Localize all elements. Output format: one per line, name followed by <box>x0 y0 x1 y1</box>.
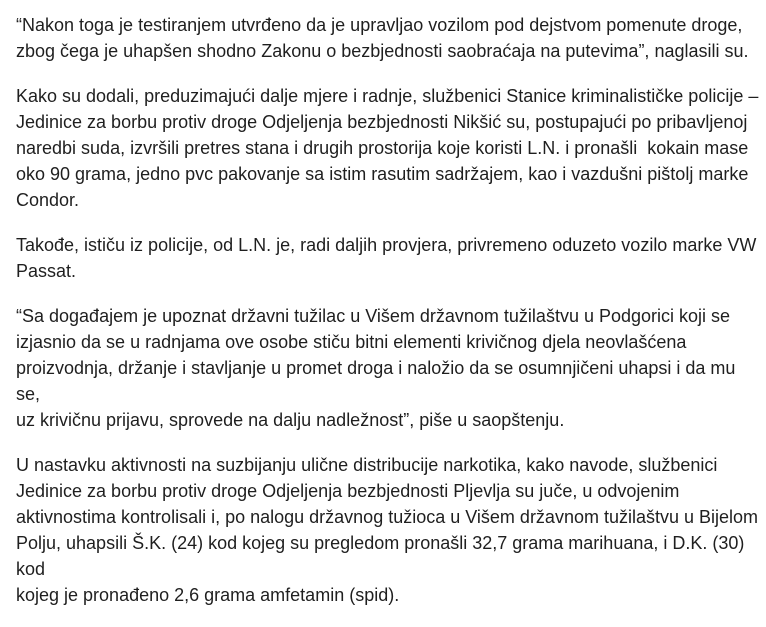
paragraph-prosecutor-statement: “Sa događajem je upoznat državni tužilac u Višem državnom tužilaštvu u Podgorici koji se izjasnio da se u radnjama ove osobe stiču bitni elementi krivičnog djela neovlašćena proizvodnja, držanje i stavljanje u promet droga i naložio da se osumnjičeni uhapsi i da mu se, uz krivičnu prijavu, sprovede na dalju nadležnost”, piše u saopštenju. <box>16 306 736 430</box>
paragraph-pljevlja-arrests: U nastavku aktivnosti na suzbijanju ulične distribucije narkotika, kako navode, službenici Jedinice za borbu protiv droge Odjeljenja bezbjednosti Pljevlja su juče, u odvojenim aktivnostima kontrolisali i, po nalogu državnog tužioca u Višem državnom tužilaštvu u Bijelom Polju, uhapsili Š.K. (24) kod kojeg su pregledom pronašli 32,7 grama marihuana, i D.K. (30) kod kojeg je pronađeno 2,6 grama amfetamin (spid). <box>16 455 759 605</box>
article-body <box>16 12 764 627</box>
paragraph-search-findings: Kako su dodali, preduzimajući dalje mjere i radnje, službenici Stanice kriminalističke policije – Jedinice za borbu protiv droge Odjeljenja bezbjednosti Nikšić su, postupajući po pribavljenoj naredbi suda, izvršili pretres stana i drugih prostorija koje koristi L.N. i pronašli kokain mase oko 90 grama, jedno pvc pakovanje sa istim rasutim sadržajem, kao i vazdušni pištolj marke Condor. <box>16 86 759 210</box>
paragraph-quote-arrest: “Nakon toga je testiranjem utvrđeno da je upravljao vozilom pod dejstvom pomenute droge, zbog čega je uhapšen shodno Zakonu o bezbjednosti saobraćaja na putevima”, naglasili su. <box>16 15 749 61</box>
paragraph-vehicle-seized: Takođe, ističu iz policije, od L.N. je, radi daljih provjera, privremeno oduzeto vozilo marke VW Passat. <box>16 235 757 281</box>
